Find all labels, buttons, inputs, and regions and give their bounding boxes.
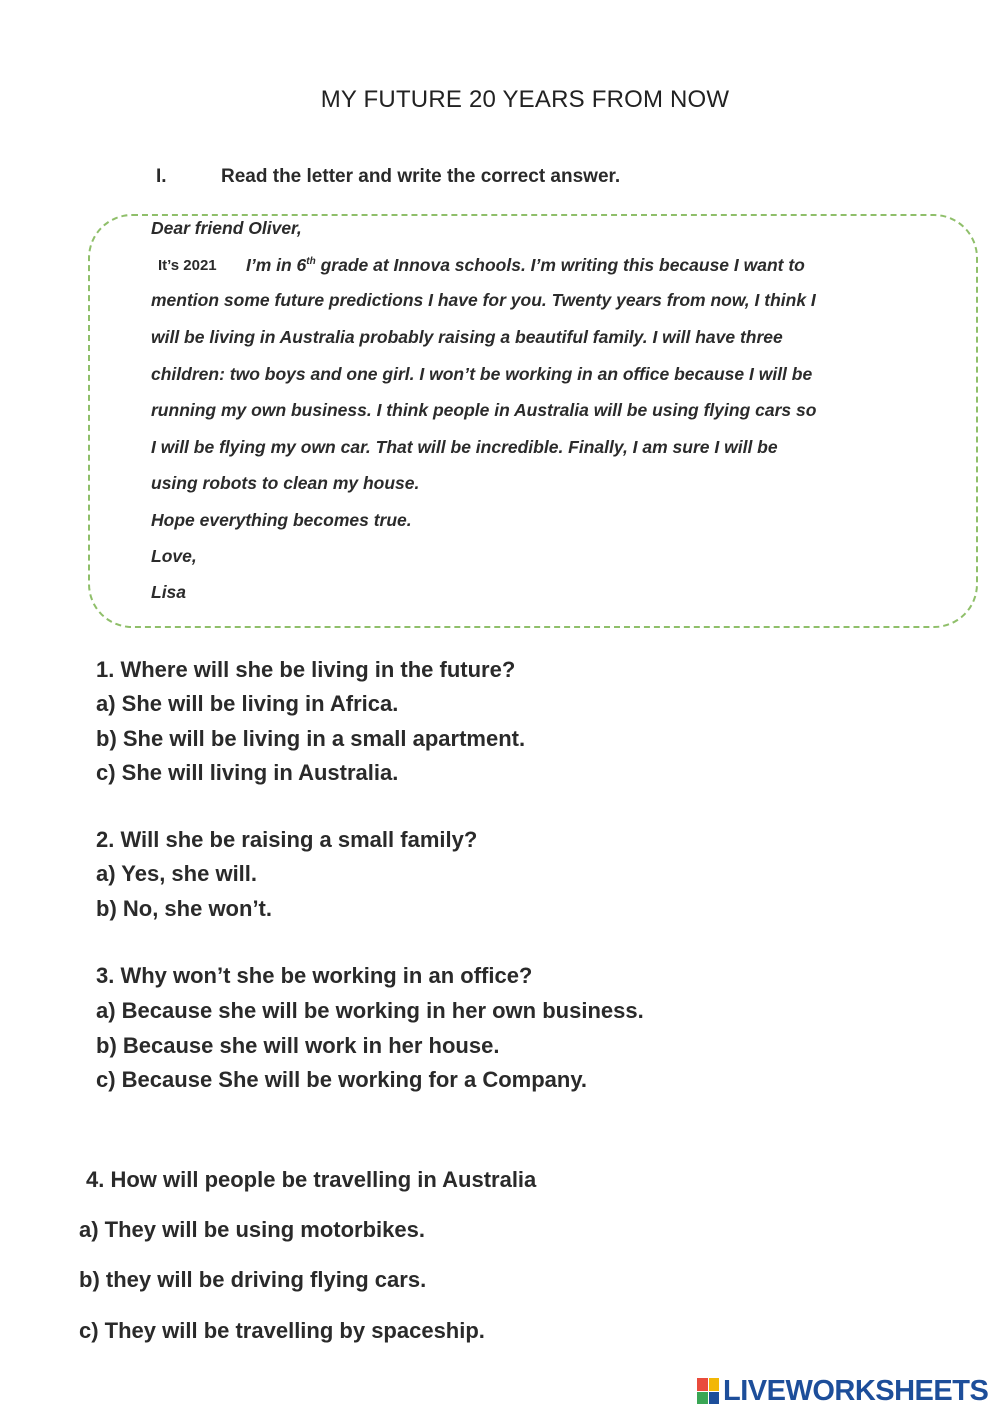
- liveworksheets-logo[interactable]: [697, 1376, 988, 1406]
- question-4-option-c: c) They will be travelling by spaceship.: [79, 1318, 485, 1343]
- liveworksheets-brand: LIVEWORKSHEETS: [723, 1374, 989, 1407]
- letter-line: using robots to clean my house.: [151, 473, 420, 493]
- letter-line: children: two boys and one girl. I won’t be working in an office because I will be: [151, 364, 813, 384]
- section-instruction: Read the letter and write the correct answer.: [221, 166, 621, 187]
- question-1-option-b: b) She will be living in a small apartment.: [96, 726, 526, 751]
- letter-line: I will be flying my own car. That will be incredible. Finally, I am sure I will be: [151, 437, 778, 457]
- question-3-option-b: b) Because she will work in her house.: [96, 1033, 500, 1058]
- question-3-option-c: c) Because She will be working for a Company.: [96, 1067, 588, 1092]
- letter-line: running my own business. I think people in Australia will be using flying cars so: [151, 400, 817, 420]
- letter-box: [88, 214, 978, 628]
- letter-date: It’s 2021: [158, 257, 217, 274]
- question-1-option-c: c) She will living in Australia.: [96, 760, 399, 785]
- question-1-option-a: a) She will be living in Africa.: [96, 691, 399, 716]
- liveworksheets-logo-icon: [697, 1378, 719, 1404]
- letter-greeting: Dear friend Oliver,: [151, 218, 302, 238]
- question-3-option-a: a) Because she will be working in her own business.: [96, 998, 644, 1023]
- question-4: 4. How will people be travelling in Australia: [86, 1167, 537, 1192]
- letter-closing: Hope everything becomes true.: [151, 510, 412, 530]
- question-1: 1. Where will she be living in the future?: [96, 657, 516, 682]
- question-3: 3. Why won’t she be working in an office?: [96, 963, 533, 988]
- letter-signoff: Love,: [151, 546, 197, 566]
- letter-signature: Lisa: [151, 582, 187, 602]
- question-2: 2. Will she be raising a small family?: [96, 827, 478, 852]
- question-4-option-a: a) They will be using motorbikes.: [79, 1217, 425, 1242]
- section-number: I.: [156, 166, 167, 187]
- question-2-option-b: b) No, she won’t.: [96, 896, 272, 921]
- question-4-option-b: b) they will be driving flying cars.: [79, 1267, 427, 1292]
- letter-line: mention some future predictions I have for you. Twenty years from now, I think I: [151, 290, 816, 310]
- letter-line: will be living in Australia probably raising a beautiful family. I will have three: [151, 327, 783, 347]
- question-2-option-a: a) Yes, she will.: [96, 861, 258, 886]
- page-title: MY FUTURE 20 YEARS FROM NOW: [320, 86, 730, 113]
- letter-line: I’m in 6th grade at Innova schools. I’m writing this because I want to: [246, 255, 805, 275]
